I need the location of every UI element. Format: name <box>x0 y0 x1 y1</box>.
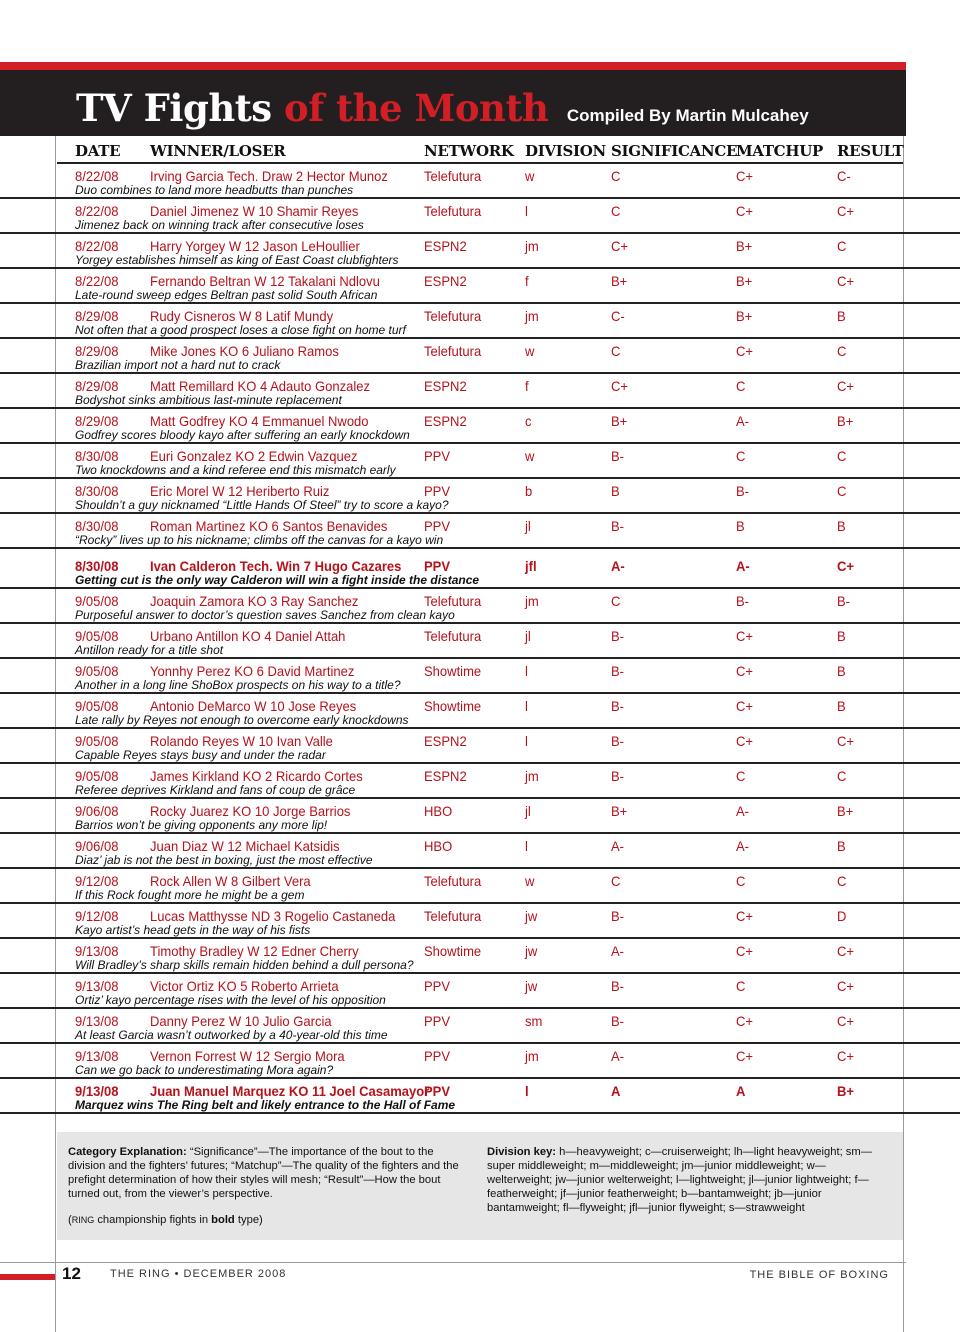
fight-matchup: A- <box>736 558 750 574</box>
fight-matchup: C <box>736 768 746 784</box>
table-row <box>0 164 960 199</box>
fight-division: l <box>525 663 528 679</box>
fight-division: w <box>525 873 535 889</box>
fight-division: f <box>525 378 529 394</box>
fight-network: PPV <box>424 518 451 534</box>
table-row <box>0 199 960 234</box>
fight-date: 8/29/08 <box>75 378 119 394</box>
fight-note: Not often that a good prospect loses a close fight on home turf <box>75 323 406 337</box>
fight-winner-loser: Fernando Beltran W 12 Takalani Ndlovu <box>150 273 380 289</box>
fight-result: C+ <box>837 558 855 574</box>
fight-division: jw <box>525 943 538 959</box>
fight-division: jm <box>525 238 539 254</box>
fight-date: 8/22/08 <box>75 238 119 254</box>
ring-note <box>68 1213 468 1227</box>
fight-network: ESPN2 <box>424 413 467 429</box>
fight-significance: B- <box>611 768 625 784</box>
fight-matchup: C+ <box>736 203 754 219</box>
table-row <box>0 764 960 799</box>
fight-date: 9/05/08 <box>75 768 119 784</box>
fight-winner-loser: Daniel Jimenez W 10 Shamir Reyes <box>150 203 359 219</box>
fight-note: Getting cut is the only way Calderon will win a fight inside the distance <box>75 573 480 587</box>
table-row <box>0 304 960 339</box>
fight-result: C <box>837 238 847 254</box>
fight-note: Will Bradley’s sharp skills remain hidden behind a dull persona? <box>75 958 414 972</box>
fight-note: Duo combines to land more headbutts than punches <box>75 183 354 197</box>
fight-winner-loser: Lucas Matthysse ND 3 Rogelio Castaneda <box>150 908 396 924</box>
fight-result: B- <box>837 593 851 609</box>
fight-significance: B- <box>611 908 625 924</box>
table-row <box>0 1079 960 1114</box>
fight-network: Telefutura <box>424 343 482 359</box>
fight-matchup: C+ <box>736 1048 754 1064</box>
table-row <box>0 659 960 694</box>
fight-note: Referee deprives Kirkland and fans of coup de grâce <box>75 783 356 797</box>
fight-date: 9/06/08 <box>75 803 119 819</box>
table-row <box>0 1009 960 1044</box>
division-text: h—heavyweight; c—cruiserweight; lh—light heavyweight; sm—super middleweight; m—middleweight; jm—junior middleweight; w—welterweight; jw—junior welterweight; l—lightweight; jl—junior lightweight; f—featherweight; jf—junior featherweight; b—bantamweight; jb—junior bantamweight; fl—flyweight; jfl—junior flyweight; s—strawweight <box>487 1146 872 1214</box>
table-row <box>0 694 960 729</box>
fight-note: Brazilian import not a hard nut to crack <box>75 358 281 372</box>
fight-note: Yorgey establishes himself as king of East Coast clubfighters <box>75 253 399 267</box>
fight-note: Diaz’ jab is not the best in boxing, just the most effective <box>75 853 373 867</box>
fight-matchup: C+ <box>736 343 754 359</box>
fight-network: Telefutura <box>424 203 482 219</box>
fight-note: Shouldn’t a guy nicknamed “Little Hands Of Steel” try to score a kayo? <box>75 498 449 512</box>
fight-result: C <box>837 448 847 464</box>
table-row <box>0 549 960 589</box>
fight-matchup: C <box>736 448 746 464</box>
compiled-by: Compiled By Martin Mulcahey <box>566 106 809 125</box>
fight-matchup: A- <box>736 838 750 854</box>
fight-winner-loser: Timothy Bradley W 12 Edner Cherry <box>150 943 359 959</box>
fight-date: 9/13/08 <box>75 1048 119 1064</box>
fight-significance: B- <box>611 628 625 644</box>
fights-table <box>0 164 960 1119</box>
fight-matchup: A- <box>736 413 750 429</box>
fight-winner-loser: Matt Remillard KO 4 Adauto Gonzalez <box>150 378 371 394</box>
fight-result: C <box>837 483 847 499</box>
fight-note: Barrios won’t be giving opponents any more lip! <box>75 818 328 832</box>
fight-note: Marquez wins The Ring belt and likely entrance to the Hall of Fame <box>75 1098 456 1112</box>
fight-note: “Rocky” lives up to his nickname; climbs off the canvas for a kayo win <box>75 533 444 547</box>
fight-network: PPV <box>424 978 451 994</box>
fight-date: 9/05/08 <box>75 593 119 609</box>
table-row <box>0 624 960 659</box>
fight-matchup: C+ <box>736 168 754 184</box>
fight-division: l <box>525 733 528 749</box>
table-row <box>0 729 960 764</box>
fight-network: PPV <box>424 483 451 499</box>
table-row <box>0 444 960 479</box>
fight-winner-loser: Rudy Cisneros W 8 Latif Mundy <box>150 308 334 324</box>
fight-winner-loser: Victor Ortiz KO 5 Roberto Arrieta <box>150 978 339 994</box>
table-row <box>0 869 960 904</box>
table-row <box>0 479 960 514</box>
category-explanation <box>68 1145 468 1227</box>
fight-division: jfl <box>525 558 537 574</box>
division-key <box>487 1145 887 1215</box>
fight-significance: C <box>611 168 621 184</box>
col-header-significance: SIGNIFICANCE <box>611 142 738 160</box>
col-header-winner-loser: WINNER/LOSER <box>150 142 286 160</box>
fight-significance: A- <box>611 558 625 574</box>
fight-division: w <box>525 343 535 359</box>
fight-division: l <box>525 1083 529 1099</box>
fight-network: Showtime <box>424 663 482 679</box>
fight-matchup: B- <box>736 593 750 609</box>
fight-note: Godfrey scores bloody kayo after suffering an early knockdown <box>75 428 410 442</box>
fight-note: Another in a long line ShoBox prospects on his way to a title? <box>75 678 401 692</box>
fight-winner-loser: Yonnhy Perez KO 6 David Martinez <box>150 663 355 679</box>
fight-result: C+ <box>837 1013 855 1029</box>
fight-result: C+ <box>837 943 855 959</box>
fight-date: 8/30/08 <box>75 558 119 574</box>
fight-winner-loser: Harry Yorgey W 12 Jason LeHoullier <box>150 238 360 254</box>
fight-winner-loser: James Kirkland KO 2 Ricardo Cortes <box>150 768 363 784</box>
fight-date: 9/06/08 <box>75 838 119 854</box>
fight-note: Late rally by Reyes not enough to overcome early knockdowns <box>75 713 409 727</box>
fight-date: 8/30/08 <box>75 448 119 464</box>
fight-result: C+ <box>837 1048 855 1064</box>
fight-network: Showtime <box>424 698 482 714</box>
footer-tagline: THE BIBLE OF BOXING <box>749 1269 889 1281</box>
fight-matchup: C+ <box>736 733 754 749</box>
fight-significance: B- <box>611 448 625 464</box>
fight-matchup: C <box>736 873 746 889</box>
fight-note: Bodyshot sinks ambitious last-minute replacement <box>75 393 342 407</box>
footer-rule <box>0 1262 906 1263</box>
col-header-date: DATE <box>75 142 121 160</box>
fight-matchup: C+ <box>736 908 754 924</box>
fight-matchup: C+ <box>736 628 754 644</box>
fight-network: ESPN2 <box>424 733 467 749</box>
fight-result: B <box>837 628 846 644</box>
fight-division: sm <box>525 1013 543 1029</box>
fight-significance: B- <box>611 663 625 679</box>
fight-result: C+ <box>837 378 855 394</box>
fight-date: 9/05/08 <box>75 733 119 749</box>
fight-matchup: C <box>736 978 746 994</box>
fight-matchup: B <box>736 518 745 534</box>
fight-winner-loser: Juan Manuel Marquez KO 11 Joel Casamayor <box>150 1083 430 1099</box>
table-row <box>0 974 960 1009</box>
page-number: 12 <box>62 1264 81 1283</box>
fight-network: PPV <box>424 1013 451 1029</box>
fight-division: jm <box>525 768 539 784</box>
fight-note: Ortiz’ kayo percentage rises with the level of his opposition <box>75 993 386 1007</box>
fight-network: ESPN2 <box>424 238 467 254</box>
fight-date: 9/13/08 <box>75 1083 119 1099</box>
fight-matchup: C+ <box>736 698 754 714</box>
table-row <box>0 374 960 409</box>
fight-winner-loser: Eric Morel W 12 Heriberto Ruiz <box>150 483 330 499</box>
table-row <box>0 1044 960 1079</box>
fight-significance: B+ <box>611 803 628 819</box>
fight-result: C+ <box>837 733 855 749</box>
fight-significance: A- <box>611 943 625 959</box>
ring-note-middle: championship fights in <box>94 1214 212 1226</box>
table-row <box>0 904 960 939</box>
fight-network: ESPN2 <box>424 768 467 784</box>
fight-significance: C <box>611 873 621 889</box>
fight-division: jw <box>525 978 538 994</box>
fight-result: B <box>837 518 846 534</box>
title-main-text: TV Fights <box>76 86 272 130</box>
fight-significance: B- <box>611 518 625 534</box>
fight-division: jm <box>525 1048 539 1064</box>
fight-winner-loser: Irving Garcia Tech. Draw 2 Hector Munoz <box>150 168 388 184</box>
fight-result: C+ <box>837 978 855 994</box>
fight-network: PPV <box>424 448 451 464</box>
table-row <box>0 269 960 304</box>
fight-significance: B- <box>611 733 625 749</box>
fight-division: l <box>525 698 528 714</box>
fight-division: b <box>525 483 533 499</box>
ring-note-suffix: type) <box>234 1214 263 1226</box>
fight-significance: C <box>611 203 621 219</box>
fight-date: 9/13/08 <box>75 978 119 994</box>
fight-note: Late-round sweep edges Beltran past solid South African <box>75 288 378 302</box>
fight-matchup: C+ <box>736 663 754 679</box>
fight-date: 9/13/08 <box>75 943 119 959</box>
fight-date: 9/13/08 <box>75 1013 119 1029</box>
fight-matchup: A- <box>736 803 750 819</box>
fight-winner-loser: Joaquin Zamora KO 3 Ray Sanchez <box>150 593 359 609</box>
fight-matchup: B+ <box>736 238 753 254</box>
table-row <box>0 939 960 974</box>
fight-network: Showtime <box>424 943 482 959</box>
fight-note: At least Garcia wasn’t outworked by a 40-year-old this time <box>75 1028 388 1042</box>
fight-winner-loser: Matt Godfrey KO 4 Emmanuel Nwodo <box>150 413 369 429</box>
fight-division: jm <box>525 308 539 324</box>
fight-result: B+ <box>837 413 854 429</box>
fight-matchup: B+ <box>736 308 753 324</box>
fight-winner-loser: Mike Jones KO 6 Juliano Ramos <box>150 343 339 359</box>
fight-significance: A <box>611 1083 621 1099</box>
fight-result: C <box>837 768 847 784</box>
fight-date: 8/30/08 <box>75 518 119 534</box>
table-row <box>0 834 960 869</box>
page-title <box>76 86 809 136</box>
fight-result: C <box>837 343 847 359</box>
fight-network: Telefutura <box>424 308 482 324</box>
fight-result: B+ <box>837 803 854 819</box>
fight-network: Telefutura <box>424 593 482 609</box>
fight-matchup: B- <box>736 483 750 499</box>
fight-significance: A- <box>611 1048 625 1064</box>
fight-note: Antillon ready for a title shot <box>75 643 224 657</box>
fight-winner-loser: Antonio DeMarco W 10 Jose Reyes <box>150 698 357 714</box>
fight-winner-loser: Danny Perez W 10 Julio Garcia <box>150 1013 332 1029</box>
fight-date: 9/05/08 <box>75 663 119 679</box>
footer-red-tab <box>0 1274 55 1280</box>
fight-significance: A- <box>611 838 625 854</box>
category-label: Category Explanation: <box>68 1146 187 1158</box>
fight-significance: C+ <box>611 238 629 254</box>
fight-network: Telefutura <box>424 628 482 644</box>
fight-note: Capable Reyes stays busy and under the radar <box>75 748 326 762</box>
fight-significance: B+ <box>611 273 628 289</box>
fight-date: 8/30/08 <box>75 483 119 499</box>
fight-division: jl <box>525 628 531 644</box>
fight-significance: C- <box>611 308 625 324</box>
fight-division: jl <box>525 518 531 534</box>
fight-winner-loser: Vernon Forrest W 12 Sergio Mora <box>150 1048 345 1064</box>
fight-result: B <box>837 308 846 324</box>
fight-network: ESPN2 <box>424 273 467 289</box>
fight-division: w <box>525 448 535 464</box>
fight-network: Telefutura <box>424 908 482 924</box>
fight-winner-loser: Urbano Antillon KO 4 Daniel Attah <box>150 628 346 644</box>
fight-date: 9/05/08 <box>75 628 119 644</box>
table-row <box>0 589 960 624</box>
fight-network: HBO <box>424 838 453 854</box>
fight-result: B <box>837 838 846 854</box>
fight-division: jm <box>525 593 539 609</box>
fight-date: 8/29/08 <box>75 413 119 429</box>
table-row <box>0 339 960 374</box>
fight-note: Two knockdowns and a kind referee end this mismatch early <box>75 463 396 477</box>
fight-winner-loser: Ivan Calderon Tech. Win 7 Hugo Cazares <box>150 558 402 574</box>
fight-significance: C+ <box>611 378 629 394</box>
fight-significance: B- <box>611 698 625 714</box>
fight-division: f <box>525 273 529 289</box>
category-text: “Significance”—The importance of the bout to the division and the fighters’ futures; “Matchup”—The quality of the fighters and the prefight determination of how their styles will mesh; “Result”—How the bout turned out, from the viewer’s perspective. <box>68 1146 459 1200</box>
fight-network: ESPN2 <box>424 378 467 394</box>
ring-note-prefix: ( <box>68 1214 72 1226</box>
fight-matchup: B+ <box>736 273 753 289</box>
fight-result: B+ <box>837 1083 855 1099</box>
fight-significance: B- <box>611 1013 625 1029</box>
fight-winner-loser: Rolando Reyes W 10 Ivan Valle <box>150 733 333 749</box>
fight-division: w <box>525 168 535 184</box>
fight-result: C- <box>837 168 851 184</box>
fight-matchup: C+ <box>736 943 754 959</box>
fight-network: PPV <box>424 1083 451 1099</box>
fight-network: Telefutura <box>424 873 482 889</box>
fight-significance: C <box>611 593 621 609</box>
fight-division: jl <box>525 803 531 819</box>
fight-significance: B- <box>611 978 625 994</box>
fight-date: 8/22/08 <box>75 203 119 219</box>
fight-division: c <box>525 413 532 429</box>
fight-result: B <box>837 663 846 679</box>
fight-result: C+ <box>837 273 855 289</box>
col-header-matchup: MATCHUP <box>736 142 823 160</box>
title-accent-text: of the Month <box>284 86 549 130</box>
fight-result: D <box>837 908 847 924</box>
col-header-division: DIVISION <box>525 142 606 160</box>
fight-network: Telefutura <box>424 168 482 184</box>
fight-significance: B+ <box>611 413 628 429</box>
fight-winner-loser: Roman Martinez KO 6 Santos Benavides <box>150 518 388 534</box>
fight-note: If this Rock fought more he might be a gem <box>75 888 305 902</box>
table-row <box>0 514 960 549</box>
ring-note-bold: bold <box>211 1214 235 1226</box>
fight-matchup: C+ <box>736 1013 754 1029</box>
division-label: Division key: <box>487 1146 557 1158</box>
table-row <box>0 799 960 834</box>
fight-note: Jimenez back on winning track after consecutive loses <box>75 218 364 232</box>
fight-division: l <box>525 203 528 219</box>
fight-matchup: C <box>736 378 746 394</box>
fight-significance: C <box>611 343 621 359</box>
fight-note: Kayo artist’s head gets in the way of his fists <box>75 923 311 937</box>
fight-network: HBO <box>424 803 453 819</box>
fight-significance: B <box>611 483 620 499</box>
fight-winner-loser: Rocky Juarez KO 10 Jorge Barrios <box>150 803 351 819</box>
fight-date: 8/29/08 <box>75 343 119 359</box>
fight-result: C+ <box>837 203 855 219</box>
col-header-network: NETWORK <box>424 142 514 160</box>
fight-winner-loser: Rock Allen W 8 Gilbert Vera <box>150 873 311 889</box>
fight-network: PPV <box>424 558 451 574</box>
fight-result: B <box>837 698 846 714</box>
fight-result: C <box>837 873 847 889</box>
fight-network: PPV <box>424 1048 451 1064</box>
fight-matchup: A <box>736 1083 746 1099</box>
fight-division: jw <box>525 908 538 924</box>
fight-date: 9/05/08 <box>75 698 119 714</box>
footer-magazine: THE RING • DECEMBER 2008 <box>110 1268 287 1280</box>
fight-date: 8/22/08 <box>75 273 119 289</box>
col-header-result: RESULT <box>837 142 904 160</box>
fight-date: 8/22/08 <box>75 168 119 184</box>
table-row <box>0 234 960 269</box>
fight-note: Can we go back to underestimating Mora again? <box>75 1063 334 1077</box>
fight-note: Purposeful answer to doctor’s question saves Sanchez from clean kayo <box>75 608 455 622</box>
fight-winner-loser: Euri Gonzalez KO 2 Edwin Vazquez <box>150 448 358 464</box>
fight-date: 8/29/08 <box>75 308 119 324</box>
fight-division: l <box>525 838 528 854</box>
fight-date: 9/12/08 <box>75 908 119 924</box>
fight-date: 9/12/08 <box>75 873 119 889</box>
top-red-stripe <box>0 62 906 70</box>
ring-note-word: RING <box>71 1215 95 1225</box>
table-row <box>0 409 960 444</box>
fight-winner-loser: Juan Diaz W 12 Michael Katsidis <box>150 838 340 854</box>
